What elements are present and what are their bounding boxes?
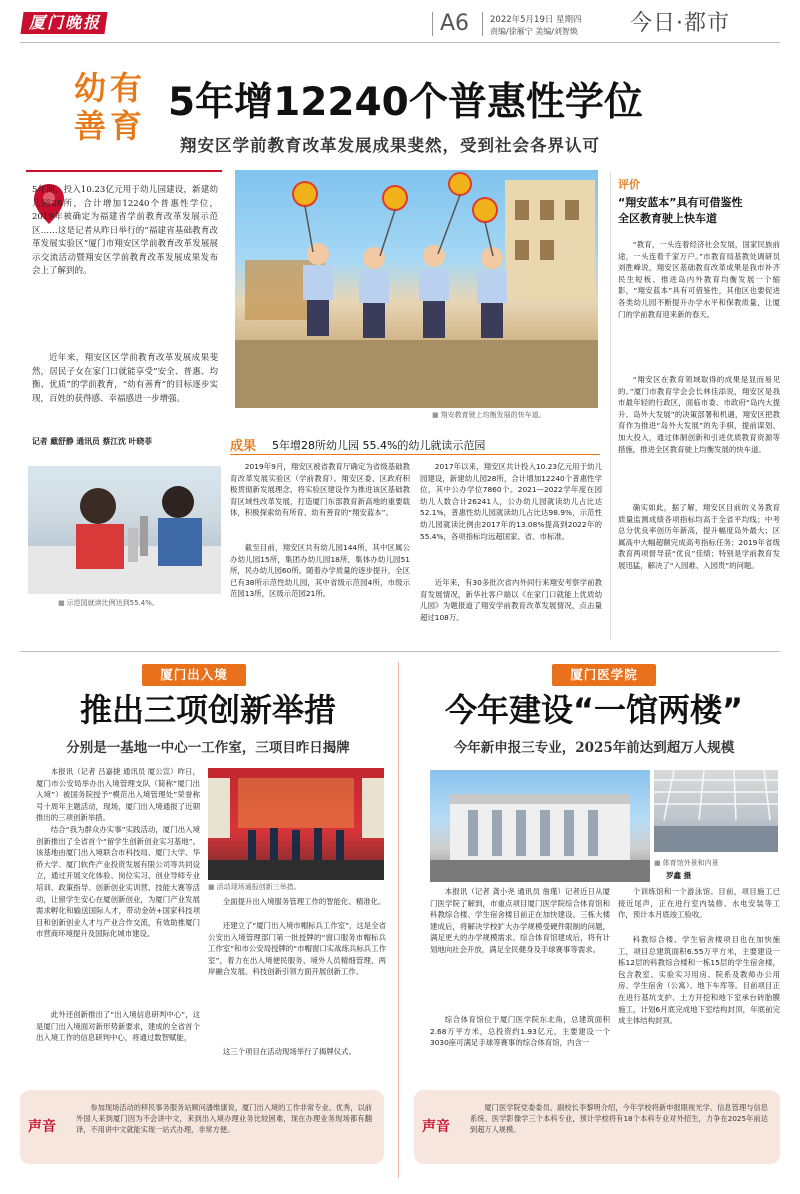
right-col2-para-1: 个训练馆和一个游泳馆。目前，项目施工已接近尾声，正在进行室内装修、水电安装等工作，预计本月底竣工验收。	[618, 887, 780, 920]
left-voice-text: 参加现场活动的移民事务服务站顾问潘维康说，厦门出入境的工作非常专业、优秀，以前外国人来到厦门因为不会讲中文，来到出入境办理业务比较困难，现在办理业务现场都有翻译，不用讲中文就能实现一站式办理，非常方便。	[76, 1103, 372, 1134]
right-story-subhead: 今年新申报三专业，2025年前达到超万人规模	[453, 740, 735, 756]
kicker-line-2: 善育	[74, 107, 147, 145]
review-paragraph-1: “教育，一头连着经济社会发展，国家民族前途，一头连着千家万户。”市教育局基教处调研员刘胜峰说，翔安区基础教育改革成果是我市补齐民生短板、推进岛内外教育均衡发展一个缩影，“翔安蓝本”具有可借鉴性，其他区也要促进各类幼儿园不断提升办学水平和保教质量，让厦门的学前教育迎来新的春天。	[618, 240, 780, 319]
logo-text: 厦门晚报	[28, 13, 101, 32]
review-paragraph-2: “翔安区在教育领域取得的成果是显而易见的。”厦门市教育学会会长林佳添说，翔安区是我市最年轻的行政区，面临市委、市政府“岛内大提升、岛外大发展”的决策部署和机遇，翔安区把教育作为推进“岛外大发展”的先手棋，提前谋划、加大投入，通过体制创新和引进优质教育资源等措施，推进全区教育驶上均衡发展的快车道。	[618, 375, 780, 454]
page-number: A6	[440, 11, 470, 36]
review-title-1: “翔安蓝本”具有可借鉴性	[618, 196, 743, 209]
ceremony-photo	[208, 768, 384, 880]
column-rule	[398, 662, 399, 1178]
left-story-headline: 推出三项创新举措	[79, 691, 336, 729]
right-col1-para-1: 本报讯（记者 龚小尧 通讯员 詹瑾）记者近日从厦门医学院了解到，市重点项目厦门医学院综合体育馆和科教综合楼、学生宿舍楼目前正在加快建设。三栋大楼建成后，将解决学校扩大办学规模受硬件限制的问题，满足更大的办学规模需求。综合体育馆建成后，将有计划地向社会开放，满足全民健身及手球赛事等需求。	[430, 887, 610, 954]
masthead-divider-2	[482, 12, 483, 36]
right-story-tag: 厦门医学院	[552, 664, 656, 686]
left-col2-para-2: 还建立了“厦门出入境市帽标兵工作室”，这是全省公安出入境管理部门第一批授牌的“窗口服务市帽标兵工作室”和市公安局授牌的“市帽窗口实战练兵标兵工作室”，着力在出入境便民服务、境外人员精细管理、两岸融合发展、科技创新引领方面开展创新工作。	[208, 921, 386, 977]
result-label: 成果	[230, 439, 257, 454]
masthead	[0, 0, 800, 42]
intro-paragraph-2: 近年来，翔安区区学前教育改革发展成果斐然，居民子女在家门口就能享受“安全、普惠、均衡、优质”的学前教育，“幼有善育”的目标逐步实现，百姓的获得感、幸福感进一步增强。	[32, 353, 218, 404]
left-col1-para-3: 此外还创新推出了“出入境信息研判中心”，这是厦门出入境面对新形势新要求，建成的全省首个出入境工作的信息研判中心，将通过数智赋能，	[36, 1010, 200, 1043]
right-voice-text: 厦门医学院党委委员、副校长李黎明介绍，今年学校将新申报眼视光学、信息管理与信息系统、医学影像学三个本科专业，预计学校将有18个本科专业对外招生，力争在2025年前达到超万人规模。	[470, 1103, 768, 1134]
result-col1-para-2: 截至目前，翔安区共有幼儿园144所，其中区属公办幼儿园15所，集团办幼儿园18所，集体办幼儿园51所，民办幼儿园60所。随着办学质量的逐步提升，全区已有38所示范性幼儿园，其中省级示范园4所，市级示范园13所，区级示范园21所。	[230, 543, 410, 599]
classroom-photo	[28, 466, 221, 594]
masthead-divider	[432, 12, 433, 36]
intro-byline: 记者 戴舒静 通讯员 蔡江沈 叶晓菲	[32, 437, 153, 446]
intro-paragraph-1: 5年间，投入10.23亿元用于幼儿园建设，新建幼儿园28所，合计增加12240个普惠性学位，2019年被确定为福建省学前教育改革发展示范区……这是记者从昨日举行的“福建省基础教育改革发展实验区”厦门市翔安区学前教育改革发展展示交流活动暨翔安区学前教育改革发展成果发布会上了解到的。	[32, 185, 218, 276]
left-voice-label: 声音	[28, 1119, 56, 1135]
review-paragraph-3: 确实如此，据了解，翔安区目前的义务教育质量监测成绩各项指标均高于全省平均线；中考总分优良率创历年新高，提升幅度岛外最大；区属高中大幅超额完成高考指标任务；2019年省级教育两项督导获“优良”佳绩；特别是学前教育发展迅猛，解决了“入园难、入园贵”的问题。	[618, 503, 780, 570]
review-label: 评价	[618, 178, 640, 191]
left-col1-para-2: 结合“我为群众办实事”实践活动，厦门出入境创新推出了全省首个“留学生创新创业实习基地”。该基地由厦门出入境联合市科技局、厦门大学、华侨大学、厦门软件产业投资发展有限公司等共同设立，通过开展文化体验、岗位实习、创业导师专业培训、政策指导、创新创业实训营、技能大赛等活动，让留学生安心在厦创新创业，为厦门产业发展需求孵化和输送国际人才，带动金砖+国家科技项目和创新创业人才与产业合作交流，有效助推厦门市营商环境提升及国际化城市建设。	[36, 825, 200, 939]
ceremony-photo-caption: ■ 活动现场通报创新三举措。	[208, 882, 301, 892]
page-date: 2022年5月19日 星期四	[490, 15, 582, 25]
result-col2-para-1: 2017年以来，翔安区共计投入10.23亿元用于幼儿园建设，新建幼儿园28所，合计增加12240个普惠性学位，其中公办学位7860个。2021—2022学年度在园幼儿人数合计26241人，公办幼儿园就读幼儿占比达52.1%，普惠性幼儿园就读幼儿占比达98.9%，示范性幼儿园就读比例由2017年的13.08%提高到2022年的55.4%，各项指标均远超国家、省、市标准。	[420, 462, 602, 541]
review-title-2: 全区教育驶上快车道	[618, 212, 717, 225]
classroom-photo-caption: ■ 示范园就读比例达到55.4%。	[58, 598, 159, 608]
gym-photo-caption: ■ 体育馆外景和内景	[654, 858, 719, 868]
result-col2-para-2: 近年来，有30多批次省内外同行来翔安考察学前教育发展情况，新华社客户端以《在家门口就能上优质幼儿园》为题报道了翔安学前教育改革发展情况，点击量超过108万。	[420, 578, 602, 622]
right-col1-para-2: 综合体育馆位于厦门医学院东北角，总建筑面积2.68万平方米，总投资约1.93亿元，主要建设一个3030座可满足手球等赛事的综合体育馆，内含一	[430, 1015, 610, 1048]
result-rule	[230, 454, 600, 455]
left-story-subhead: 分别是一基地一中心一工作室，三项目昨日揭牌	[66, 740, 350, 756]
section-title: 今日·都市	[630, 11, 730, 36]
right-voice-label: 声音	[422, 1119, 450, 1135]
page-title: 5年增12240个普惠性学位	[168, 80, 643, 125]
gym-exterior-photo	[430, 770, 650, 882]
kicker-line-1: 幼有	[74, 69, 147, 107]
left-col1-para-1: 本报讯（记者 吕嘉捷 通讯员 厦公宣）昨日，厦门市公安局举办出入境管理支队（简称“厦门出入境”）被国务院授予“模范出入境管理处”荣誉称号十周年主题活动，现场，厦门出入境通报了近期推出的三项创新举措。	[36, 767, 200, 823]
review-column-divider	[610, 172, 611, 640]
gym-interior-photo	[654, 770, 778, 852]
right-col2-para-2: 科教综合楼、学生宿舍楼项目也在加快施工，项目总建筑面积6.55万平方米，主要建设一栋12层的科教综合楼和一栋15层的学生宿舍楼，包含教室、实验实习用房、院系及教师办公用房、学生宿舍（公寓）、地下车库等。目前项目正在进行基坑支护、土方开挖和地下室承台砖胎膜施工，计划6月底完成地下室结构封顶，年底前完成主体结构封顶。	[618, 935, 780, 1026]
kindergarten-photo	[235, 170, 598, 408]
left-story-tag: 厦门出入境	[142, 664, 246, 686]
page-editors: 责编/徐雁宁 美编/刘智焕	[490, 27, 578, 36]
main-photo-caption: ■ 翔安教育驶上均衡发展的快车道。	[432, 410, 546, 420]
right-story-headline: 今年建设“一馆两楼”	[444, 691, 744, 729]
masthead-rule	[20, 42, 780, 43]
gym-photo-credit: 罗鑫 摄	[666, 871, 692, 880]
left-col2-para-1: 全面提升出入境服务管理工作的智能化、精准化。	[222, 897, 386, 906]
result-col1-para-1: 2019年9月，翔安区被省教育厅确定为省级基础教育改革发展实验区（学前教育）。翔安区委、区政府积极贯彻新发展理念，将实验区建设作为推进该区基础教育区域性改革发展，打造厦门东部教育新高地的重要载体，积极探索幼有所育、幼有善育的“翔安蓝本”。	[230, 462, 410, 518]
subheadline: 翔安区学前教育改革发展成果斐然，受到社会各界认可	[180, 136, 600, 155]
left-col2-para-3: 这三个项目在活动现场举行了揭牌仪式。	[222, 1047, 356, 1056]
result-title: 5年增28所幼儿园 55.4%的幼儿就读示范园	[272, 439, 486, 452]
section-rule	[20, 651, 780, 652]
